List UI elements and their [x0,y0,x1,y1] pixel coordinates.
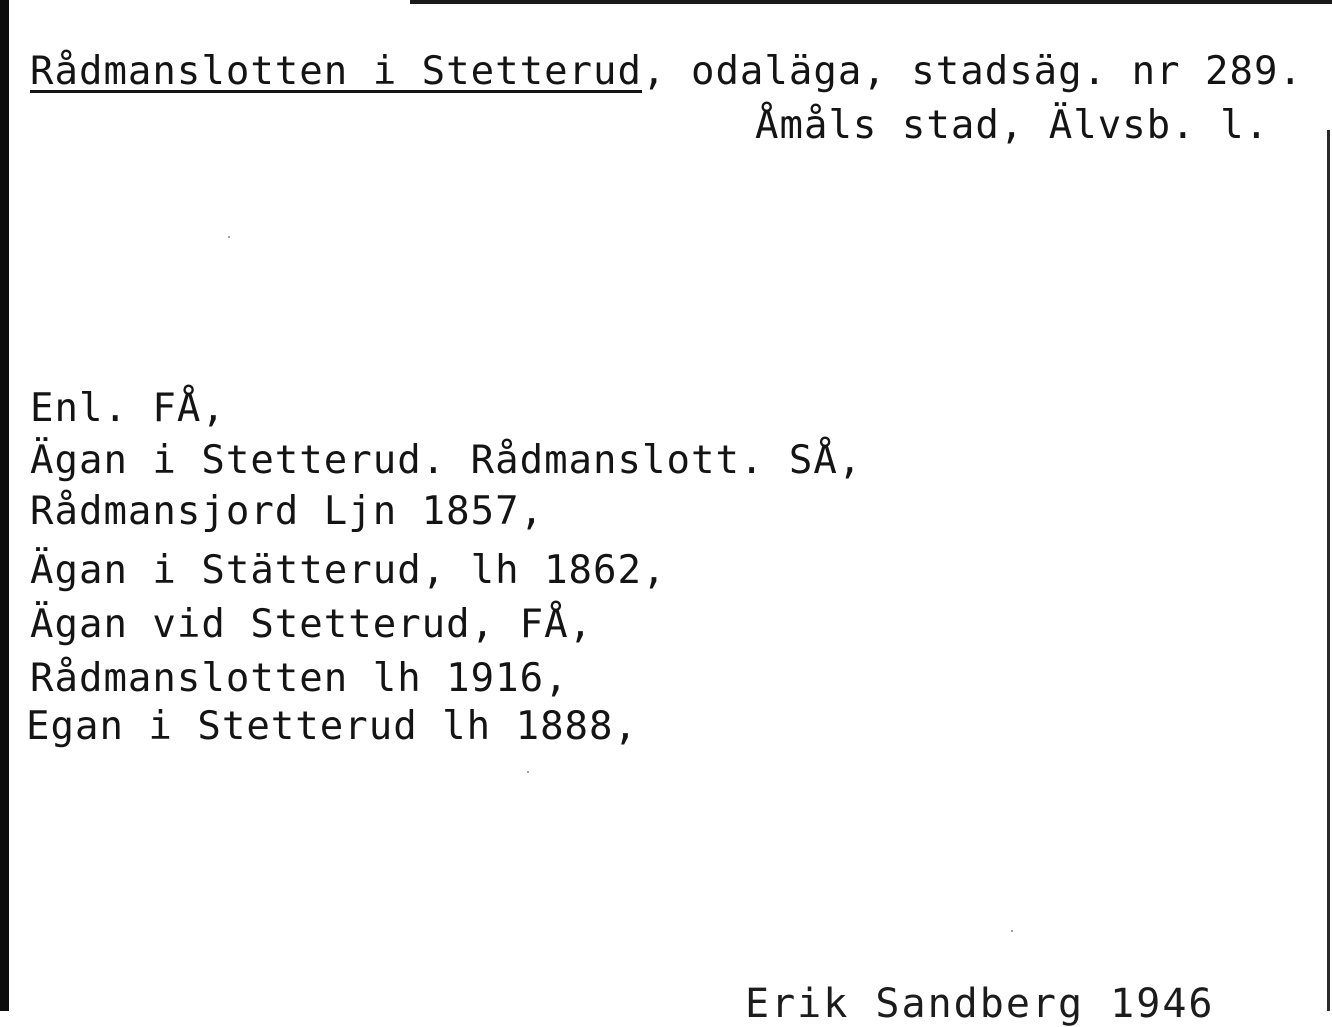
entry-line: Ägan i Stetterud. Rådmanslott. SÅ, [30,438,863,483]
entry-line: Egan i Stetterud lh 1888, [26,704,638,749]
paper-speck [527,771,529,773]
entry-line: Rådmanslotten lh 1916, [30,656,569,701]
place-name: Rådmanslotten i Stetterud [30,49,642,94]
card-header-line [30,50,1303,94]
header-details: , odaläga, stadsäg. nr 289. [642,49,1303,94]
location-line: Åmåls stad, Älvsb. l. [755,103,1270,148]
entry-line: Ägan i Stätterud, lh 1862, [30,548,667,593]
entry-line: Rådmansjord Ljn 1857, [30,489,545,534]
signature: Erik Sandberg 1946 [745,981,1215,1027]
entry-line: Ägan vid Stetterud, FÅ, [30,602,594,647]
paper-speck [228,236,230,238]
paper-speck [1011,930,1013,932]
entry-line: Enl. FÅ, [30,386,226,431]
